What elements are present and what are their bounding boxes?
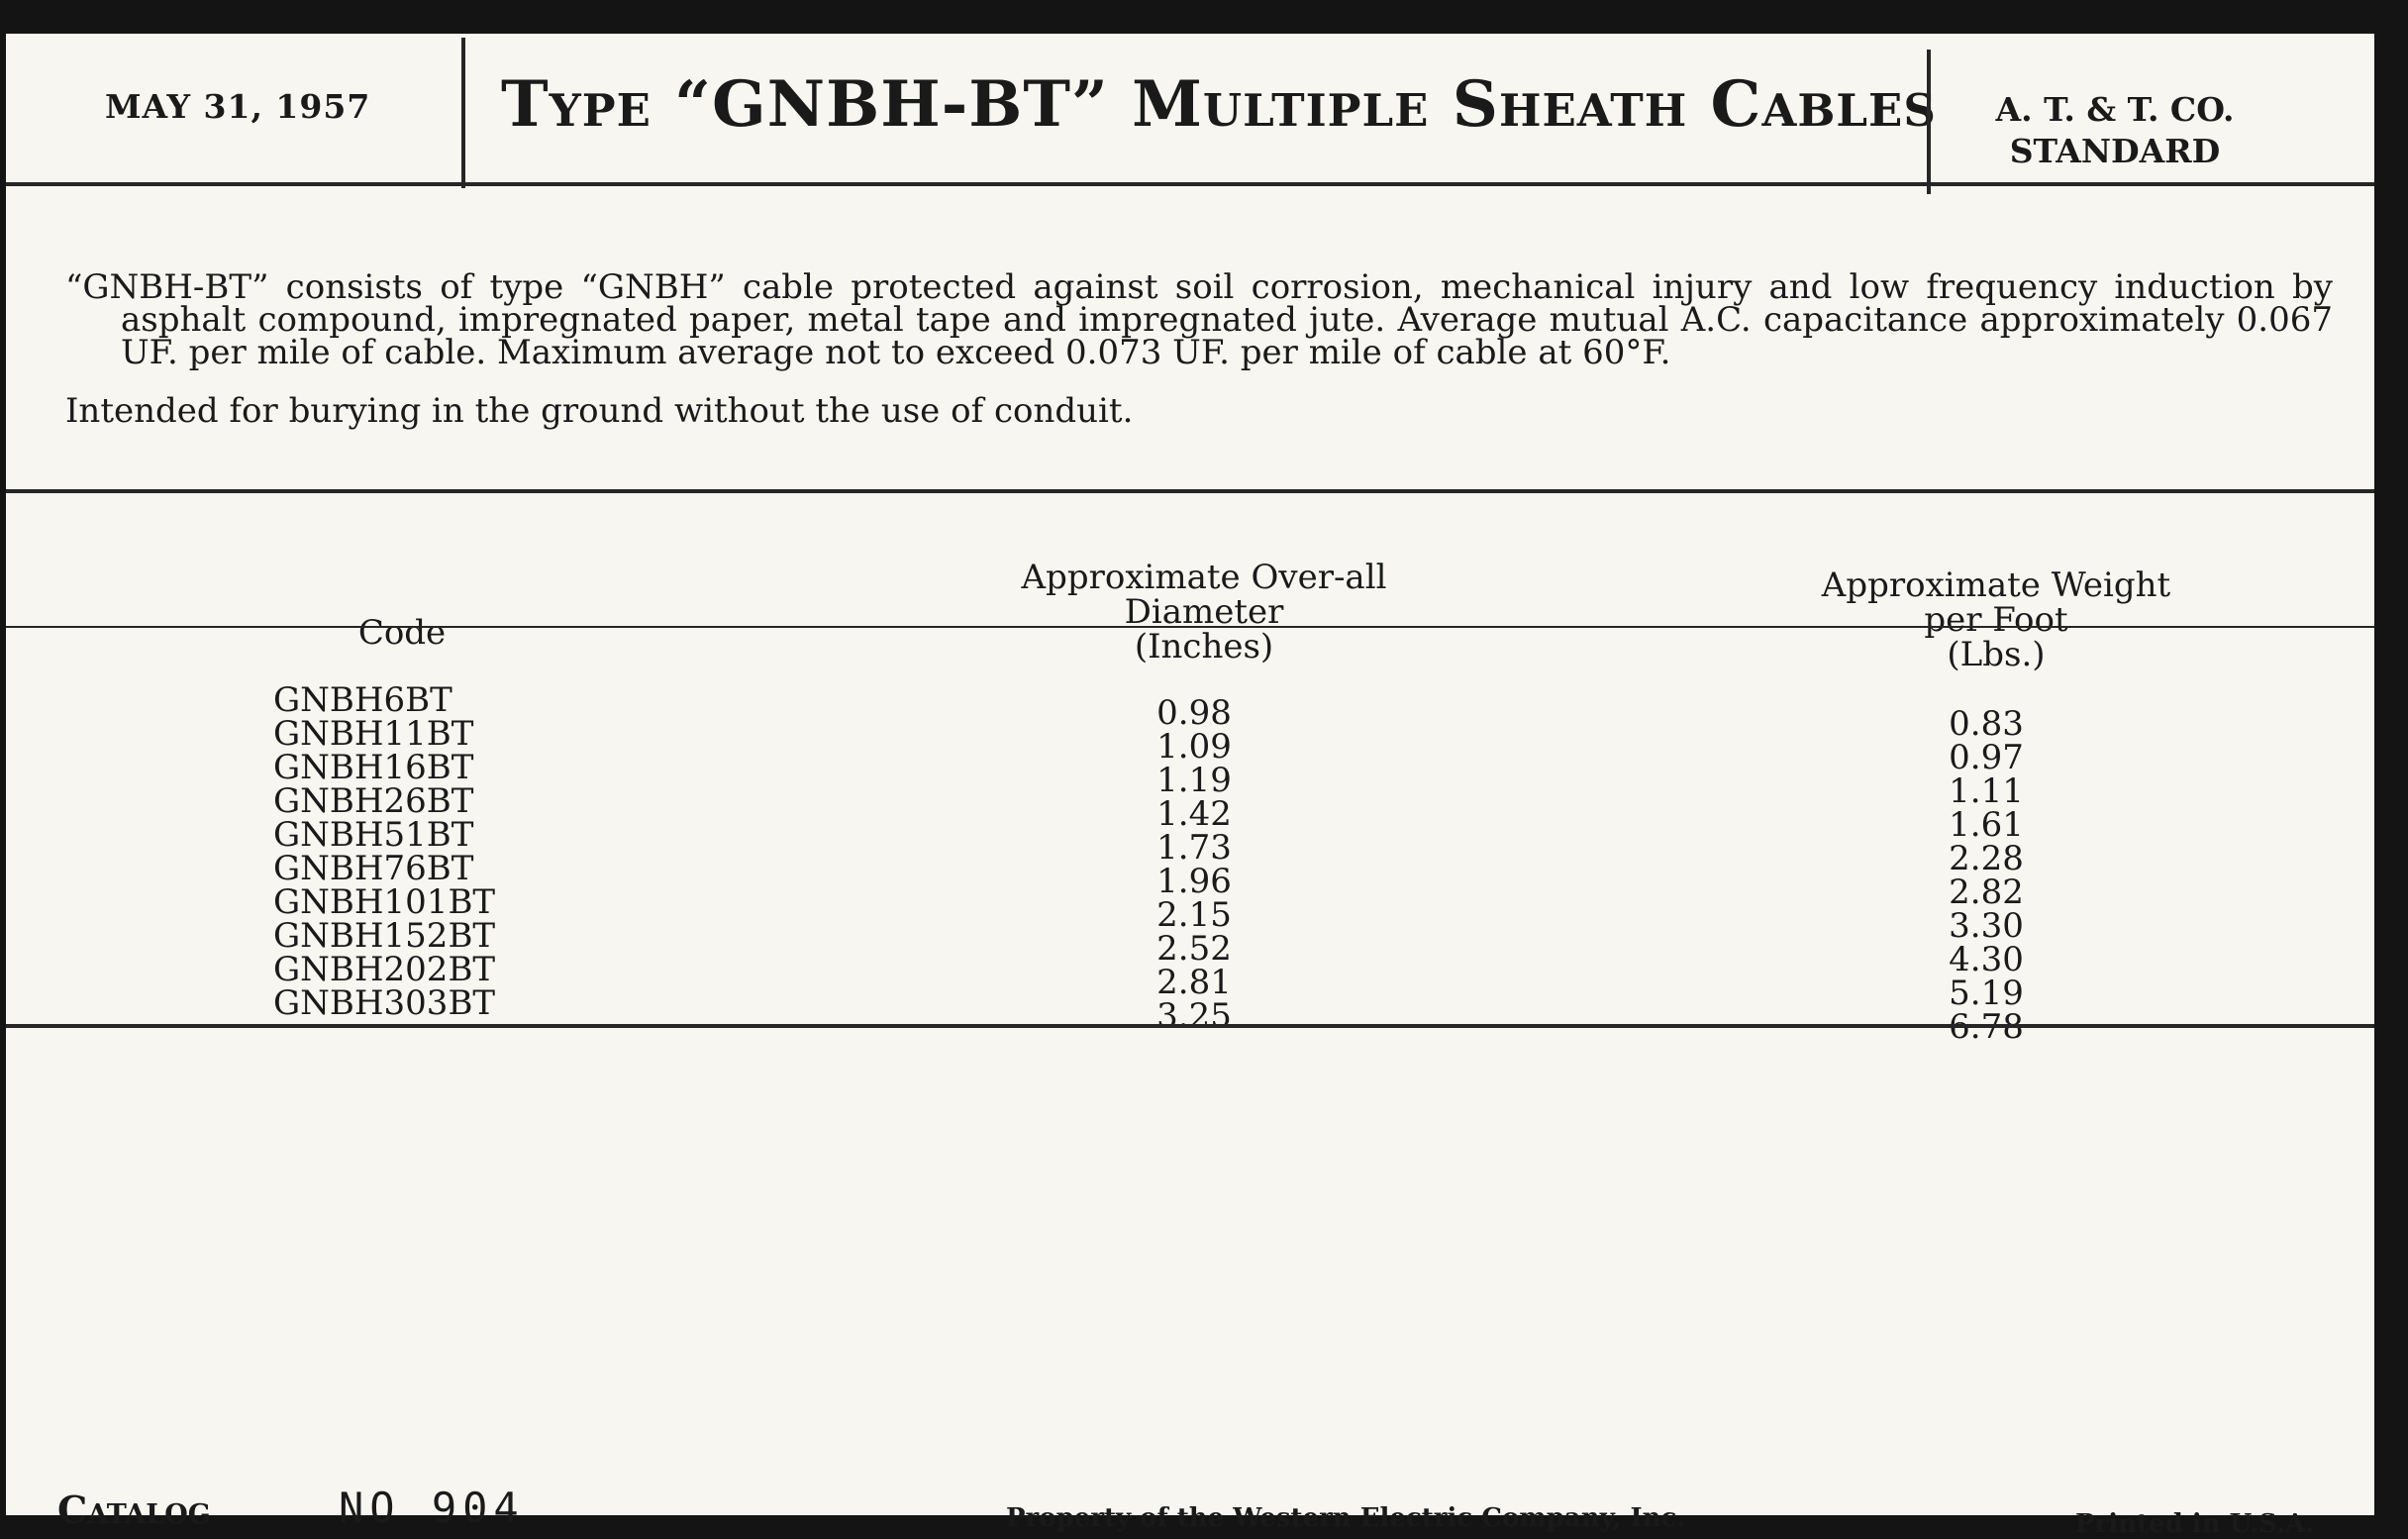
table-cell-code: GNBH26BT [273,781,474,821]
usage-note: Intended for burying in the ground without the use of conduit. [65,391,1134,431]
table-cell-diameter: 1.73 [1156,828,1232,868]
table-cell-diameter: 0.98 [1156,693,1232,733]
description [65,267,2333,431]
table-cell-code: GNBH16BT [273,748,474,787]
org-line-1: A. T. & T. CO. [1995,90,2235,129]
table-cell-code: GNBH76BT [273,849,474,888]
card-title: Type “GNBH-BT” Multiple Sheath Cables [501,67,1937,142]
standard-org [1956,89,2273,172]
diameter-header-line-3: (Inches) [1134,627,1274,667]
header-rule [6,182,2374,186]
catalog-card [6,34,2374,1539]
description-paragraph: “GNBH-BT” consists of type “GNBH” cable protected against soil corrosion, mechanical injury and low frequency induction by asphalt compound, impregnated paper, metal tape and impregnated jute. Average mutual A.C. capacitance approximately 0.067 UF. per mile of cable. Maximum average not to exceed 0.073 UF. per mile of cable at 60°F. [65,267,2333,372]
property-notice: Property of the Western Electric Company, Inc. [1006,1503,1686,1533]
code-column-header: Code [357,613,447,653]
table-cell-weight: 2.82 [1949,872,2024,912]
weight-header-line-1: Approximate Weight [1821,565,2171,605]
table-cell-weight: 0.83 [1949,704,2024,744]
table-cell-code: GNBH11BT [273,714,474,754]
table-cell-diameter: 2.15 [1156,895,1232,935]
table-cell-code: GNBH303BT [273,983,496,1023]
table-cell-diameter: 2.52 [1156,929,1232,969]
diameter-column-header [976,558,1432,667]
table-cell-diameter: 1.09 [1156,727,1232,767]
table-top-rule [6,489,2374,493]
catalog-number: NO 904 [339,1484,525,1532]
card-date: MAY 31, 1957 [105,87,371,126]
table-cell-code: GNBH101BT [273,882,496,922]
table-cell-diameter: 3.25 [1156,996,1232,1036]
table-cell-diameter: 1.19 [1156,761,1232,800]
table-bottom-rule [6,1024,2374,1028]
table-cell-code: GNBH51BT [273,815,474,855]
code-column [273,680,570,1023]
table-cell-code: GNBH152BT [273,916,496,956]
weight-column [1887,704,2085,1047]
table-cell-weight: 2.28 [1949,839,2024,878]
diameter-header-line-2: Diameter [1124,592,1284,632]
table-cell-code: GNBH202BT [273,950,496,989]
header-divider-left [461,38,465,188]
table-cell-weight: 6.78 [1949,1007,2024,1047]
table-cell-weight: 0.97 [1949,738,2024,777]
diameter-header-line-1: Approximate Over-all [1021,558,1387,597]
table-header-rule [6,626,2374,628]
header-divider-right [1927,50,1931,194]
table-cell-diameter: 1.42 [1156,794,1232,834]
printed-notice: Printed in U.S.A. [2075,1509,2315,1539]
table-cell-weight: 5.19 [1949,974,2024,1013]
table-cell-code: GNBH6BT [273,680,452,720]
weight-header-line-2: per Foot [1924,600,2068,640]
table-cell-weight: 1.11 [1949,771,2024,811]
table-cell-weight: 1.61 [1949,805,2024,845]
table-cell-weight: 4.30 [1949,940,2024,979]
catalog-label: Catalog [57,1488,211,1532]
table-cell-weight: 3.30 [1949,906,2024,946]
weight-header-line-3: (Lbs.) [1947,635,2046,674]
table-cell-diameter: 1.96 [1156,862,1232,901]
diameter-column [1095,693,1293,1036]
weight-column-header [1768,565,2224,674]
org-line-2: STANDARD [2009,132,2221,170]
table-cell-diameter: 2.81 [1156,963,1232,1002]
